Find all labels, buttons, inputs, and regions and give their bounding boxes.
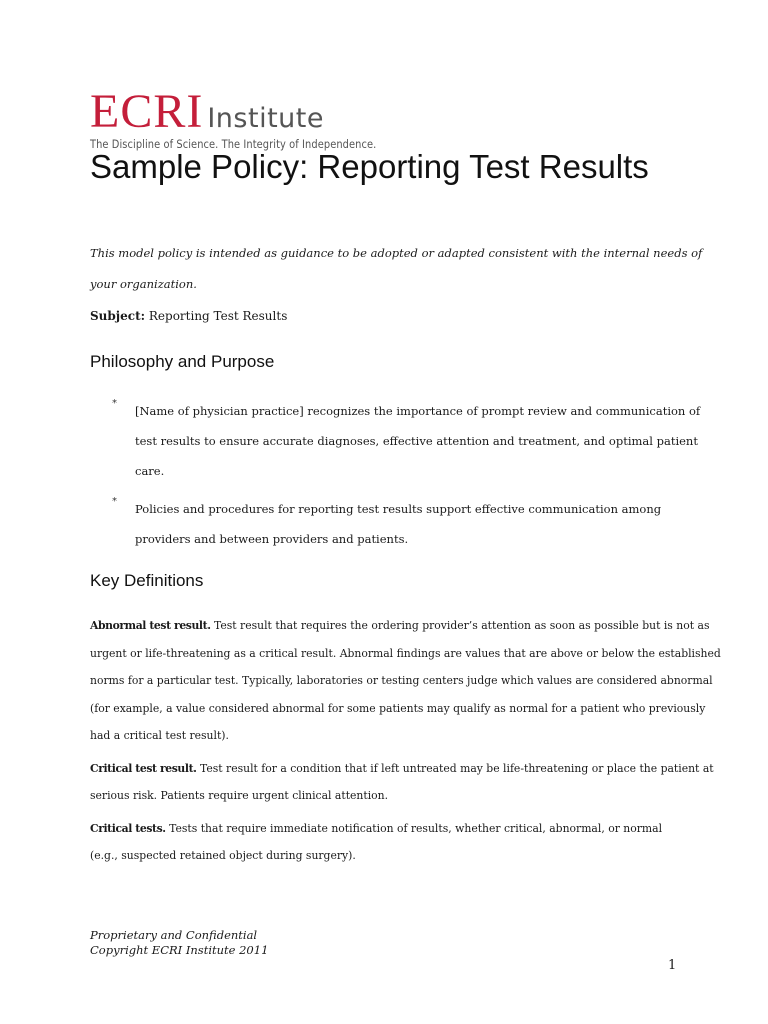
footer-copyright: Copyright ECRI Institute 2011 [90, 943, 269, 957]
bullet-line: providers and between providers and patients. [135, 532, 409, 546]
page-footer [90, 928, 268, 958]
definition-line: had a critical test result). [90, 729, 229, 742]
intro-line-2: your organization. [90, 277, 197, 291]
logo-tagline: The Discipline of Science. The Integrity of Independence. [90, 138, 377, 151]
list-item [90, 494, 690, 554]
intro-paragraph [90, 238, 703, 300]
definition-term: Critical tests. [90, 821, 166, 835]
definition-term: Critical test result. [90, 761, 197, 775]
heading-philosophy: Philosophy and Purpose [90, 352, 275, 371]
definition-text: Test result for a condition that if left untreated may be life-threatening or place the patient at [196, 761, 714, 775]
bullet-icon: * [112, 496, 117, 507]
footer-confidential: Proprietary and Confidential [90, 928, 258, 942]
subject-value: Reporting Test Results [148, 309, 288, 323]
definition-critical-tests [90, 815, 710, 870]
heading-key-definitions: Key Definitions [90, 571, 204, 590]
definitions-list [90, 612, 721, 875]
bullet-icon: * [112, 398, 117, 409]
bullet-line: Policies and procedures for reporting test results support effective communication among [135, 502, 662, 516]
page-number: 1 [668, 958, 677, 973]
logo-wordmark [90, 85, 415, 138]
definition-line [90, 815, 710, 843]
bullet-line: test results to ensure accurate diagnoses, effective attention and treatment, and optimal patient [135, 434, 698, 448]
definition-abnormal-test-result [90, 612, 721, 750]
definition-line [90, 755, 714, 783]
definition-term: Abnormal test result. [90, 619, 211, 632]
bullet-line: care. [135, 464, 165, 478]
logo-institute: Institute [207, 103, 324, 134]
logo-brand: ECRI [90, 85, 204, 138]
definition-line [90, 612, 710, 640]
definition-line: urgent or life-threatening as a critical result. Abnormal findings are values that are above or below the established [90, 646, 721, 660]
page-title: Sample Policy: Reporting Test Results [90, 148, 649, 185]
definition-line: serious risk. Patients require urgent clinical attention. [90, 789, 389, 802]
bullet-text [135, 494, 690, 554]
ecri-logo [90, 85, 415, 151]
bullet-line: [Name of physician practice] recognizes the importance of prompt review and communication of [135, 404, 701, 418]
definition-line: (e.g., suspected retained object during surgery). [90, 849, 356, 862]
definition-line: (for example, a value considered abnormal for some patients may qualify as normal for a patient who previously [90, 701, 706, 715]
definition-text: Test result that requires the ordering provider’s attention as soon as possible but is not as [210, 619, 710, 632]
definition-line: norms for a particular test. Typically, laboratories or testing centers judge which values are considered abnormal [90, 674, 713, 687]
subject-label: Subject: [90, 309, 146, 323]
definition-text: Tests that require immediate notification of results, whether critical, abnormal, or normal [165, 821, 663, 835]
bullet-text [135, 396, 701, 486]
philosophy-list [90, 396, 701, 562]
definition-critical-test-result [90, 755, 714, 810]
subject-line [90, 309, 287, 323]
list-item [90, 396, 701, 486]
intro-line-1: This model policy is intended as guidance to be adopted or adapted consistent with the internal needs of [90, 246, 703, 260]
